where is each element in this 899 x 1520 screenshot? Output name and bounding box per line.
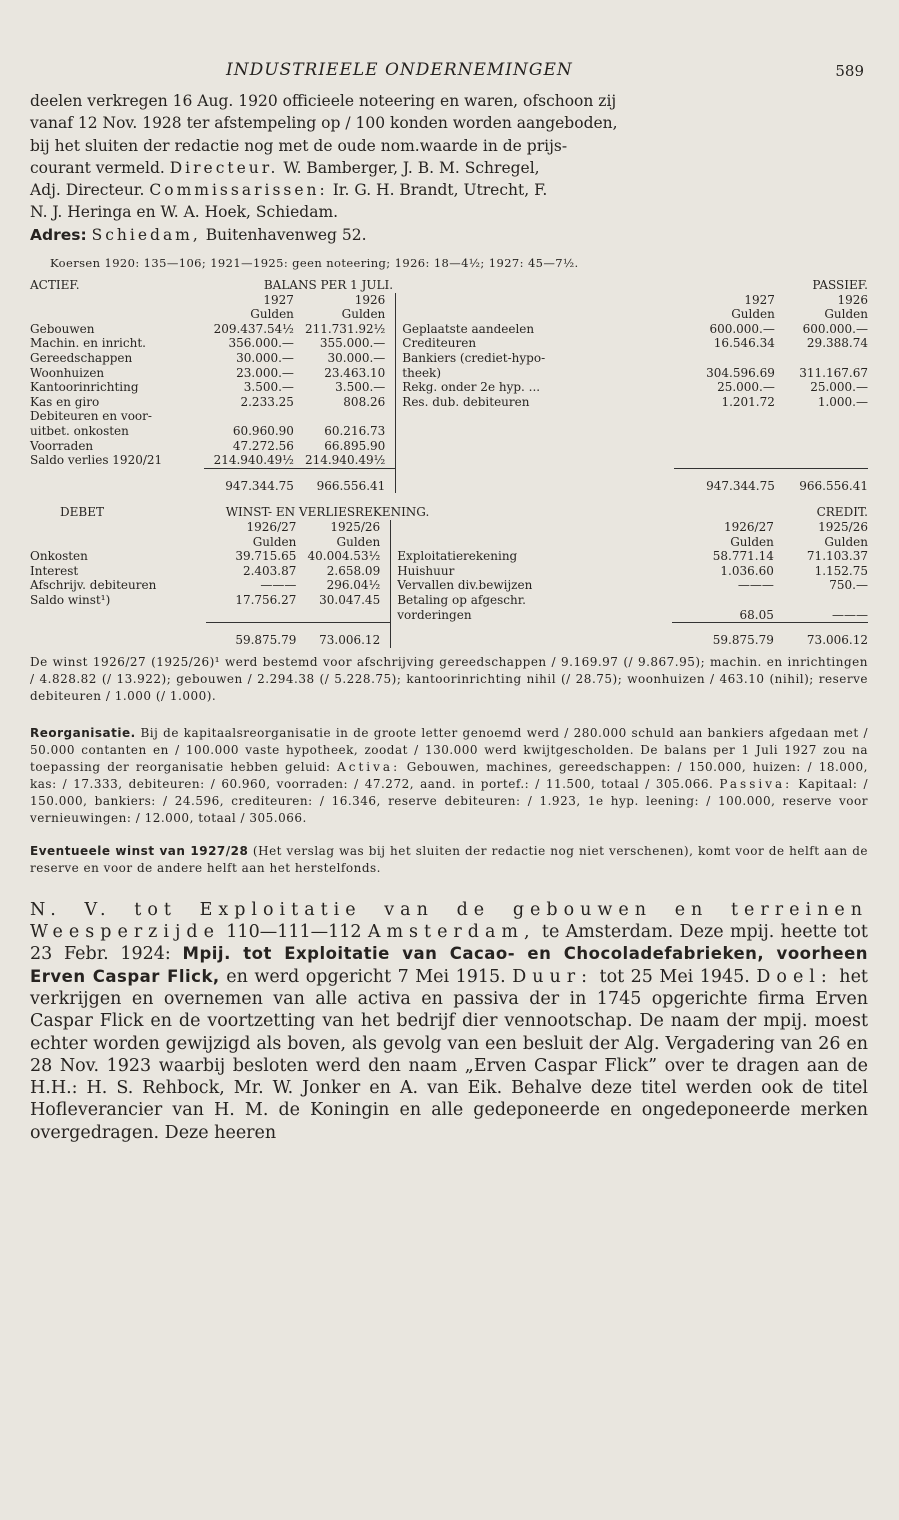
row-value — [774, 593, 868, 608]
row-value: 211.731.92½ — [304, 321, 386, 336]
doel-text: het verkrijgen en overnemen van alle activa en passiva der in 1745 opgerichte firma Erven Caspar Flick en de voortzetting van het bedrijf dier vennootschap. De naam der mpij. moest echter worden gewijzigd als boven, als gevolg van een besluit der Alg. Vergadering van 26 en 28 Nov. 1923 waarbij besloten werd den naam „Erven Caspar Flick” over te dragen aan de H.H.: H. S. Rehbock, Mr. W. Jonker en A. van Eik. Behalve deze titel werden ook de titel Hofleverancier van H. M. de Koningin en alle gedeponeerde en ongedeponeerde merken overgedragen. Deze heeren — [30, 966, 868, 1143]
year-header: 1927 — [744, 292, 775, 307]
row-value: 60.960.90 — [232, 424, 294, 439]
balans-total: 947.344.75 — [674, 468, 775, 493]
row-value: 214.940.49½ — [213, 453, 294, 468]
row-label: Machin. en inricht. — [30, 336, 146, 351]
row-label: Woonhuizen — [30, 365, 105, 380]
company-text: te Amsterdam. Deze mpij. heette tot 23 Febr. 1924: — [30, 922, 868, 965]
year-header: 1926 — [354, 292, 386, 307]
page-number: 589 — [835, 62, 864, 80]
year-header: 1925/26 — [330, 519, 381, 534]
row-value: 39.715.65 — [235, 549, 297, 564]
row-label — [396, 453, 674, 468]
row-label: Gebouwen — [30, 321, 95, 336]
unit-header: Gulden — [730, 534, 774, 549]
row-value: 2.658.09 — [326, 563, 381, 578]
table-row — [30, 322, 868, 337]
row-value: 30.047.45 — [319, 592, 381, 607]
row-value — [775, 424, 868, 439]
table-row — [30, 549, 868, 564]
row-value: 47.272.56 — [232, 438, 294, 453]
row-label — [30, 608, 206, 623]
reorganisatie-text: Gebouwen, machines, gereedschappen: / 150.000, huizen: / 18.000, kas: / 17.333, debiteuren: / 60.960, voorraden: / 47.272, aand. in portef.: / 11.500, totaal / 305.066. — [30, 759, 868, 791]
directeur-label: Directeur. — [169, 158, 279, 177]
row-label: theek) — [396, 366, 674, 381]
table-row — [30, 608, 868, 623]
row-value: 209.437.54½ — [213, 321, 294, 336]
running-title: INDUSTRIEELE ONDERNEMINGEN — [226, 60, 573, 80]
company-name: N. V. tot Exploitatie van de gebouwen en terreinen Weesperzijde — [30, 899, 868, 943]
row-label: Kantoorinrichting — [30, 380, 139, 395]
intro-line: N. J. Heringa en W. A. Hoek, Schiedam. — [30, 203, 339, 222]
row-value: 296.04½ — [326, 578, 381, 593]
reorganisatie-text: Bij de kapitaalsreorganisatie in de groote letter genoemd werd / 280.000 schuld aan bankiers afgedaan met / 50.000 contanten en / 100.000 vaste hypotheek, zoodat / 130.000 werd kwijtgescholden. De balans per 1 Juli 1927 zou na toepassing der reorganisatie hebben geluid: — [30, 725, 868, 774]
unit-header: Gulden — [824, 307, 868, 322]
row-label — [396, 409, 674, 424]
row-label: Geplaatste aandeelen — [396, 322, 674, 337]
row-label — [396, 424, 674, 439]
balans-total: 947.344.75 — [204, 468, 294, 493]
row-value: 29.388.74 — [806, 336, 868, 351]
row-value — [674, 409, 775, 424]
row-value: 17.756.27 — [235, 592, 297, 607]
unit-header: Gulden — [252, 534, 297, 549]
intro-line — [30, 179, 868, 201]
row-value: 60.216.73 — [324, 424, 386, 439]
balans-total: 966.556.41 — [775, 468, 868, 493]
row-label: Saldo winst¹) — [30, 592, 111, 607]
row-label: Onkosten — [30, 549, 88, 564]
row-value: 66.895.90 — [324, 438, 386, 453]
row-value: 68.05 — [739, 607, 774, 622]
row-value — [775, 439, 868, 454]
passiva-label: Passiva: — [719, 776, 793, 791]
table-row — [30, 409, 868, 424]
winst-total: 73.006.12 — [774, 623, 868, 648]
row-label: Rekg. onder 2e hyp. ... — [396, 380, 674, 395]
row-value: 600.000.— — [709, 321, 775, 336]
year-header: 1926/27 — [246, 519, 297, 534]
row-value — [294, 409, 396, 424]
row-value — [206, 608, 297, 623]
table-row — [30, 593, 868, 608]
row-label: vorderingen — [391, 608, 672, 623]
duur-text: tot 25 Mei 1945. — [599, 966, 750, 987]
intro-paragraph — [30, 90, 868, 246]
company-text: en werd opgericht 7 Mei 1915. — [226, 966, 506, 987]
row-value: 750.— — [829, 578, 868, 593]
eventueele-text: (Het verslag was bij het sluiten der redactie nog niet verschenen), komt voor de helft aan de reserve en voor de andere helft aan het herstelfonds. — [30, 843, 868, 875]
company-address: 110—111—112 — [226, 922, 362, 943]
intro-line: vanaf 12 Nov. 1928 ter afstempeling op / 100 konden worden aangeboden, — [30, 114, 618, 133]
adres-city: Schiedam, — [91, 225, 201, 244]
row-value — [674, 424, 775, 439]
table-row — [30, 366, 868, 381]
running-header — [30, 60, 868, 90]
row-label: Kas en giro — [30, 394, 100, 409]
intro-text: courant vermeld. — [30, 158, 165, 177]
row-label: Voorraden — [30, 438, 94, 453]
reorganisatie-label: Reorganisatie. — [30, 725, 136, 740]
table-row — [30, 453, 868, 468]
row-label: Saldo verlies 1920/21 — [30, 453, 163, 468]
row-value: 23.000.— — [236, 365, 294, 380]
row-value — [775, 453, 868, 468]
row-value: 1.036.60 — [720, 563, 774, 578]
winst-total: 73.006.12 — [296, 623, 390, 648]
table-row — [30, 336, 868, 351]
credit-label: CREDIT. — [816, 505, 868, 520]
winst-total: 59.875.79 — [206, 623, 297, 648]
directeur-names: W. Bamberger, J. B. M. Schregel, — [283, 158, 540, 177]
row-value: ——— — [832, 607, 868, 622]
row-label: uitbet. onkosten — [30, 424, 129, 439]
reorganisatie-paragraph — [30, 725, 868, 827]
year-header: 1926 — [837, 292, 868, 307]
row-value — [204, 409, 294, 424]
row-value: 40.004.53½ — [307, 549, 381, 564]
row-value — [775, 409, 868, 424]
winst-total: 59.875.79 — [672, 623, 774, 648]
row-value: 25.000.— — [810, 380, 868, 395]
row-label — [396, 439, 674, 454]
row-value: 2.403.87 — [242, 563, 297, 578]
table-row — [30, 578, 868, 593]
winst-note: De winst 1926/27 (1925/26)¹ werd bestemd voor afschrijving gereedschappen / 9.169.97 (/ 9.867.95); machin. en inrichtingen / 4.828.82 (/ 13.922); gebouwen / 2.294.38 (/ 5.228.75); kantoorinrichting nihil (/ 28.75); woonhuizen / 463.10 (nihil); reserve debiteuren / 1.000 (/ 1.000). — [30, 654, 868, 703]
unit-header: Gulden — [336, 534, 381, 549]
row-value: 23.463.10 — [324, 365, 386, 380]
winst-title: WINST- EN VERLIESREKENING. — [225, 505, 430, 520]
table-row — [30, 564, 868, 579]
table-row — [30, 380, 868, 395]
page — [30, 60, 868, 1144]
row-value: 1.152.75 — [814, 563, 868, 578]
row-value: 16.546.34 — [713, 336, 775, 351]
row-label: Res. dub. debiteuren — [396, 395, 674, 410]
commissarissen-names: Ir. G. H. Brandt, Utrecht, F. — [332, 181, 548, 200]
reorganisatie-text: Kapitaal: / 150.000, bankiers: / 24.596, crediteuren: / 16.346, reserve debiteuren: / 1.923, 1e hyp. leening: / 100.000, reserve voor vernieuwingen: / 12.000, totaal / 305.066. — [30, 776, 868, 825]
row-value — [775, 351, 868, 366]
row-value: ——— — [260, 578, 297, 593]
row-value — [672, 593, 774, 608]
company-old-name: Mpij. tot Exploitatie van Cacao- en Chocoladefabrieken, voorheen Erven Caspar Flick, — [30, 944, 869, 986]
row-value — [674, 439, 775, 454]
row-label: Bankiers (crediet-hypo- — [396, 351, 674, 366]
row-value — [674, 453, 775, 468]
row-value: 311.167.67 — [799, 365, 868, 380]
row-value: 25.000.— — [717, 380, 775, 395]
row-label: Afschrijv. debiteuren — [30, 578, 157, 593]
unit-header: Gulden — [731, 307, 775, 322]
row-label: Interest — [30, 563, 79, 578]
duur-label: Duur: — [512, 966, 594, 987]
row-value: ——— — [737, 578, 774, 593]
actief-label: ACTIEF. — [30, 278, 80, 293]
row-value: 58.771.14 — [712, 549, 774, 564]
balans-total: 966.556.41 — [294, 468, 396, 493]
year-header: 1927 — [263, 292, 294, 307]
company-paragraph — [30, 899, 868, 1144]
eventueele-label: Eventueele winst van 1927/28 — [30, 843, 249, 858]
doel-label: Doel: — [756, 966, 833, 987]
row-label: Exploitatierekening — [391, 549, 672, 564]
table-row — [30, 395, 868, 410]
table-row — [30, 439, 868, 454]
row-value: 356.000.— — [228, 336, 294, 351]
row-value: 1.201.72 — [721, 394, 775, 409]
row-value: 71.103.37 — [806, 549, 868, 564]
adres-street: Buitenhavenweg 52. — [205, 225, 367, 244]
row-value — [296, 608, 390, 623]
year-header: 1926/27 — [724, 519, 774, 534]
eventueele-paragraph — [30, 843, 868, 877]
adj-directeur: Adj. Directeur. — [30, 181, 145, 200]
debet-label: DEBET — [60, 505, 104, 520]
company-city: Amsterdam, — [367, 922, 536, 943]
row-label: Vervallen div.bewijzen — [391, 578, 672, 593]
row-label: Debiteuren en voor- — [30, 409, 152, 424]
commissarissen-label: Commissarissen: — [149, 181, 328, 200]
table-row — [30, 424, 868, 439]
row-label: Crediteuren — [396, 336, 674, 351]
row-value: 3.500.— — [335, 380, 386, 395]
intro-line: bij het sluiten der redactie nog met de oude nom.waarde in de prijs- — [30, 136, 568, 155]
year-header: 1925/26 — [818, 519, 868, 534]
row-value: 600.000.— — [802, 321, 868, 336]
unit-header: Gulden — [824, 534, 868, 549]
unit-header: Gulden — [341, 307, 386, 322]
winst-table — [30, 505, 868, 647]
koersen-line: Koersen 1920: 135—106; 1921—1925: geen noteering; 1926: 18—4½; 1927: 45—7½. — [50, 256, 579, 271]
row-value: 355.000.— — [319, 336, 386, 351]
adres-line — [30, 224, 868, 246]
row-label: Betaling op afgeschr. — [391, 593, 672, 608]
row-label: Gereedschappen — [30, 351, 133, 366]
adres-label: Adres: — [30, 225, 87, 244]
row-value: 30.000.— — [236, 351, 294, 366]
passief-label: PASSIEF. — [812, 278, 868, 293]
row-value: 1.000.— — [817, 394, 868, 409]
row-value: 304.596.69 — [706, 365, 775, 380]
balans-title: BALANS PER 1 JULI. — [263, 278, 394, 293]
row-value: 214.940.49½ — [304, 453, 386, 468]
unit-header: Gulden — [250, 307, 294, 322]
row-value: 808.26 — [343, 394, 386, 409]
balans-table — [30, 278, 868, 493]
row-value: 30.000.— — [327, 351, 386, 366]
table-row — [30, 351, 868, 366]
row-value: 2.233.25 — [240, 394, 294, 409]
activa-label: Activa: — [337, 759, 401, 774]
row-value: 3.500.— — [243, 380, 294, 395]
intro-line: deelen verkregen 16 Aug. 1920 officieele noteering en waren, ofschoon zij — [30, 92, 617, 110]
intro-line — [30, 157, 868, 179]
row-value — [674, 351, 775, 366]
row-label: Huishuur — [391, 564, 672, 579]
